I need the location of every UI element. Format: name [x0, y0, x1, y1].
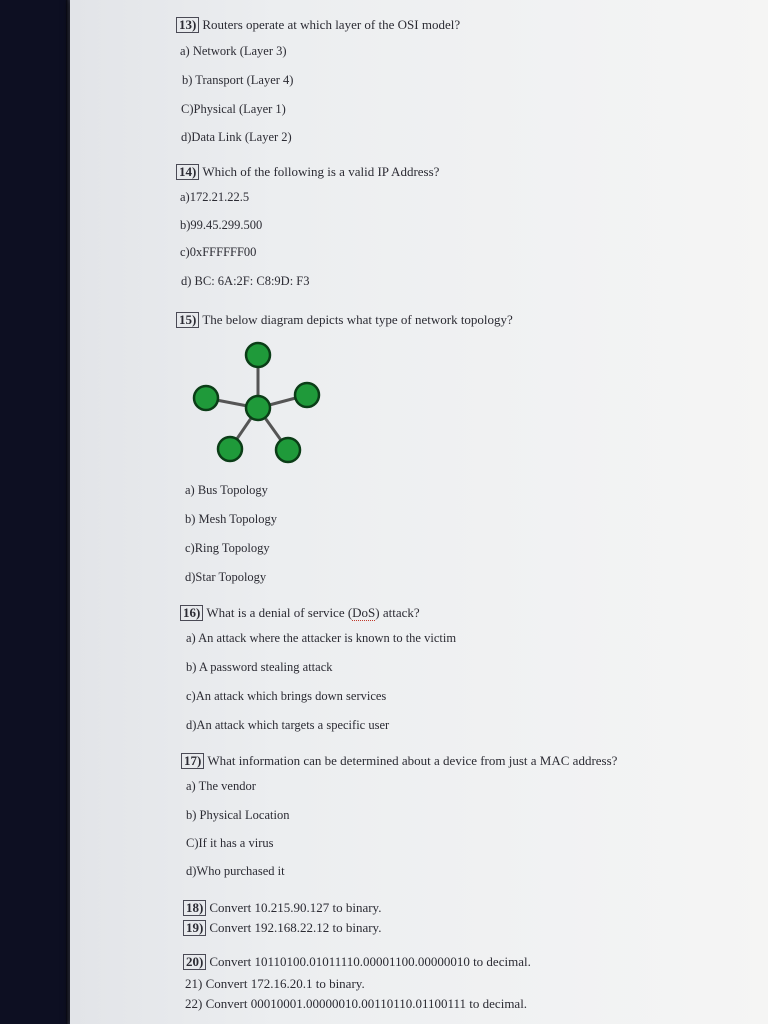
bottom-left-node: [218, 437, 242, 461]
q13-option-b: b) Transport (Layer 4): [182, 73, 294, 87]
hub-node: [246, 396, 270, 420]
question-20: [183, 954, 531, 970]
question-text: The below diagram depicts what type of network topology?: [202, 312, 513, 327]
question-text: Convert 10.215.90.127 to binary.: [209, 900, 382, 915]
question-21: 21) Convert 172.16.20.1 to binary.: [185, 976, 365, 991]
question-15: [176, 312, 513, 328]
q16-option-b: b) A password stealing attack: [186, 660, 333, 674]
question-number: 20): [183, 954, 206, 970]
worksheet-page: [70, 0, 768, 1024]
question-number: 19): [183, 920, 206, 936]
q15-option-a: a) Bus Topology: [185, 483, 268, 497]
question-text: Which of the following is a valid IP Address?: [202, 164, 440, 179]
q15-option-b: b) Mesh Topology: [185, 512, 277, 526]
question-text: What information can be determined about a device from just a MAC address?: [207, 753, 618, 768]
question-number: 17): [181, 753, 204, 769]
question-number: 18): [183, 900, 206, 916]
question-14: [176, 164, 439, 180]
right-node: [295, 383, 319, 407]
q13-option-a: a) Network (Layer 3): [180, 44, 287, 58]
question-text-start: What is a denial of service (: [206, 605, 353, 620]
question-17: [181, 753, 617, 769]
question-number: 13): [176, 17, 199, 33]
q14-option-a: a)172.21.22.5: [180, 190, 250, 204]
question-13: [176, 17, 460, 33]
q17-option-d: d)Who purchased it: [186, 864, 285, 878]
q15-option-d: d)Star Topology: [185, 570, 267, 584]
question-number: 14): [176, 164, 199, 180]
q14-option-c: c)0xFFFFFF00: [180, 245, 257, 259]
q17-option-c: C)If it has a virus: [186, 836, 274, 850]
question-number: 15): [176, 312, 199, 328]
q16-option-d: d)An attack which targets a specific user: [186, 718, 390, 732]
question-text: Routers operate at which layer of the OSI model?: [202, 17, 461, 32]
question-number: 16): [180, 605, 203, 621]
bottom-right-node: [276, 438, 300, 462]
q13-option-d: d)Data Link (Layer 2): [181, 130, 292, 144]
left-node: [194, 386, 218, 410]
question-text: Convert 10110100.01011110.00001100.00000010 to decimal.: [209, 954, 531, 969]
q16-option-a: a) An attack where the attacker is known to the victim: [186, 631, 457, 645]
q14-option-b: b)99.45.299.500: [180, 218, 263, 232]
top-node: [246, 343, 270, 367]
question-19: [183, 920, 381, 936]
q15-option-c: c)Ring Topology: [185, 541, 270, 555]
question-text: Convert 192.168.22.12 to binary.: [209, 920, 382, 935]
q14-option-d: d) BC: 6A:2F: C8:9D: F3: [181, 274, 310, 288]
question-text-end: ) attack?: [375, 605, 420, 620]
q16-option-c: c)An attack which brings down services: [186, 689, 387, 703]
question-22: 22) Convert 00010001.00000010.00110110.01100111 to decimal.: [185, 996, 528, 1011]
q17-option-a: a) The vendor: [186, 779, 256, 793]
q13-option-c: C)Physical (Layer 1): [181, 102, 286, 116]
question-18: [183, 900, 381, 916]
dos-abbreviation: DoS: [352, 605, 376, 620]
q17-option-b: b) Physical Location: [186, 808, 290, 822]
question-16: [180, 605, 420, 621]
diagram-nodes: [194, 343, 319, 462]
star-topology-diagram: [188, 332, 338, 472]
